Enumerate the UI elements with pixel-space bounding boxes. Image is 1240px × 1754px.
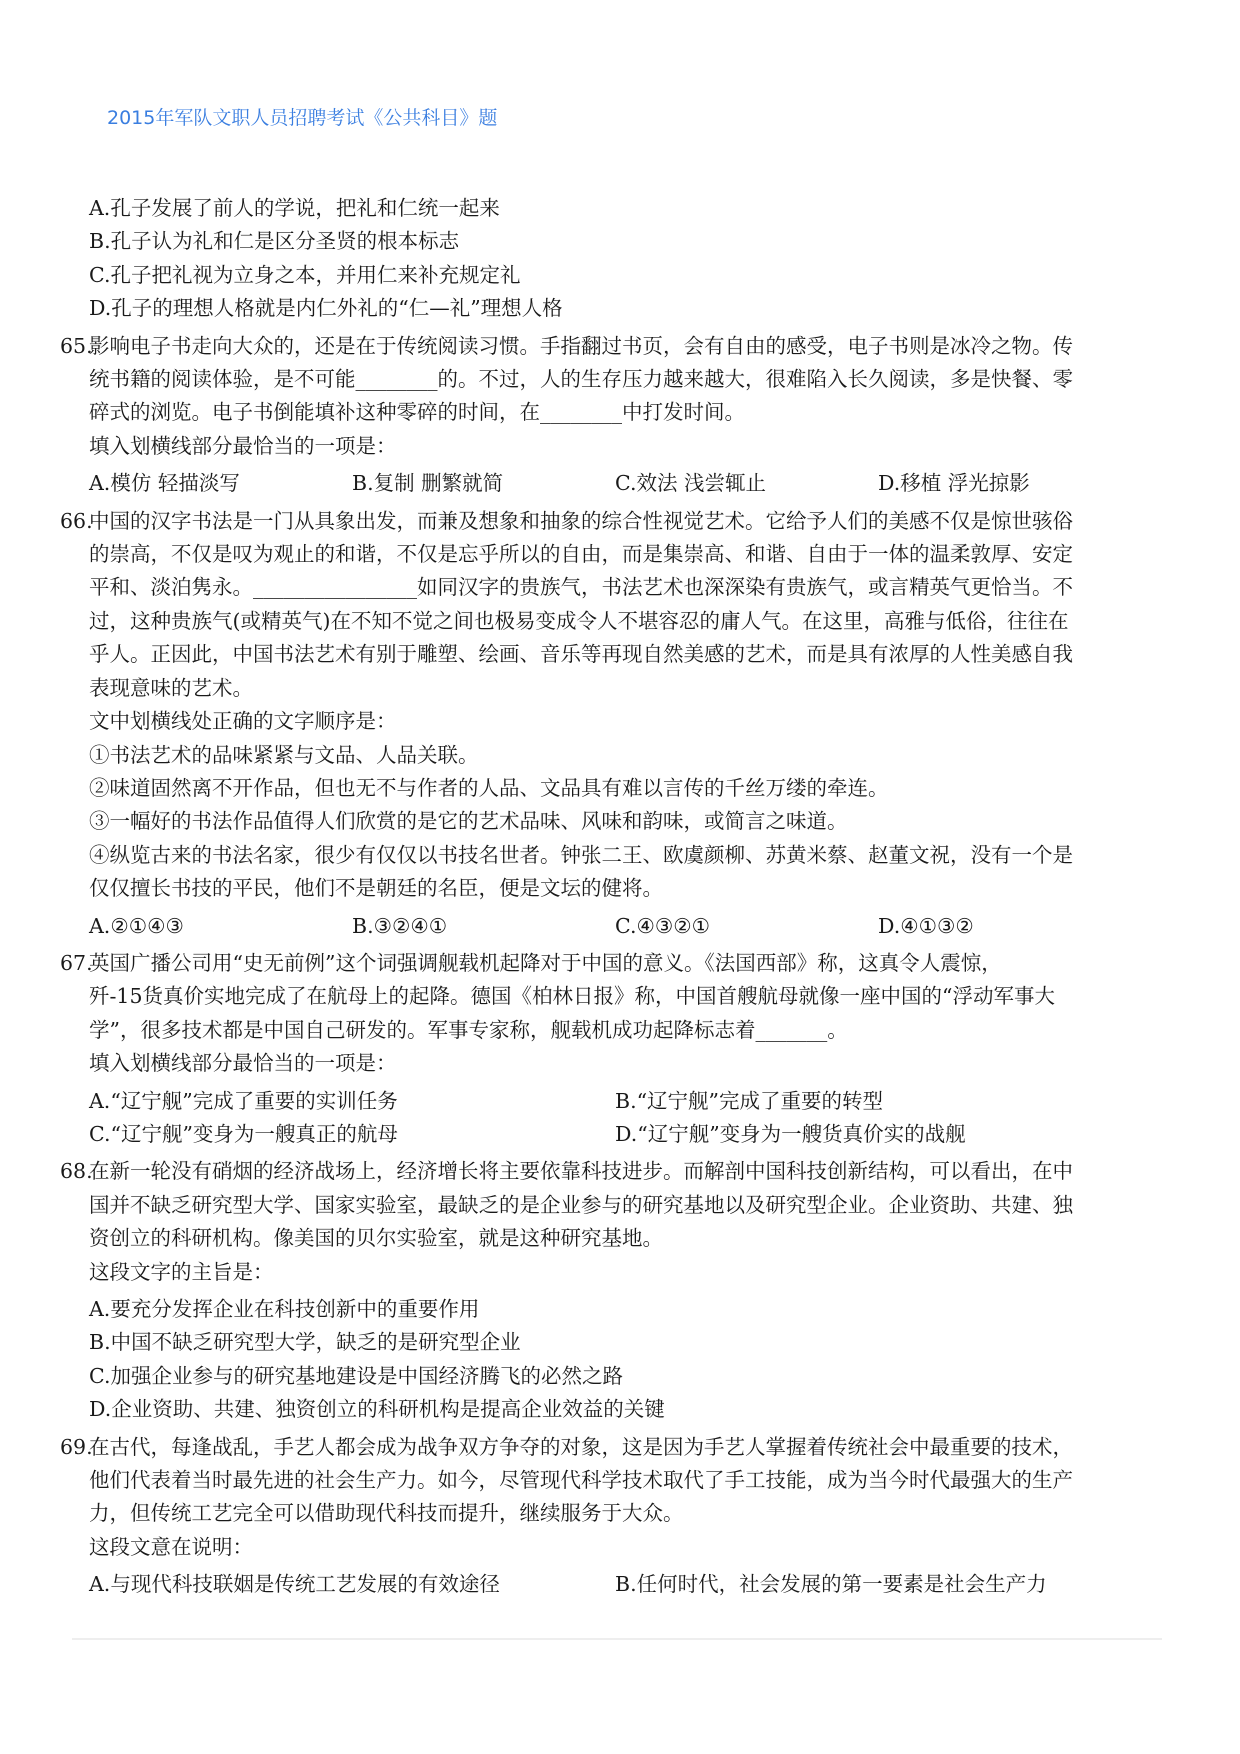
question-text-line: 在新一轮没有硝烟的经济战场上，经济增长将主要依靠科技进步。而解剖中国科技创新结构，可以看出，在中 bbox=[89, 1159, 1073, 1184]
question-text-line: 中国的汉字书法是一门从具象出发，而兼及想象和抽象的综合性视觉艺术。它给予人们的美感不仅是惊世骇俗 bbox=[89, 508, 1073, 533]
question-text-line: 资创立的科研机构。像美国的贝尔实验室，就是这种研究基地。 bbox=[89, 1226, 663, 1251]
option-b: B.③②④① bbox=[352, 913, 448, 938]
option-c: C.效法 浅尝辄止 bbox=[615, 471, 766, 496]
question-prompt: 文中划横线处正确的文字顺序是： bbox=[89, 709, 397, 734]
question-67-options bbox=[60, 1085, 1160, 1152]
option-d: D.“辽宁舰”变身为一艘货真价实的战舰 bbox=[615, 1121, 966, 1146]
option-a: A.②①④③ bbox=[89, 913, 184, 938]
q64-options bbox=[60, 192, 1160, 326]
question-text-line: 他们代表着当时最先进的社会生产力。如今，尽管现代科学技术取代了手工技能，成为当今时代最强大的生产 bbox=[89, 1468, 1073, 1493]
question-66 bbox=[60, 505, 1160, 906]
question-text-line: 英国广播公司用“史无前例”这个词强调舰载机起降对于中国的意义。《法国西部》称，这真令人震惊， bbox=[89, 950, 1002, 975]
exam-content bbox=[60, 188, 1160, 1606]
option-a: A.模仿 轻描淡写 bbox=[89, 471, 240, 496]
option-a: A.与现代科技联姻是传统工艺发展的有效途径 bbox=[89, 1572, 500, 1597]
statement-4-cont: 仅仅擅长书技的平民，他们不是朝廷的名臣，便是文坛的健将。 bbox=[89, 876, 663, 901]
option-b: B.中国不缺乏研究型大学，缺乏的是研究型企业 bbox=[89, 1330, 521, 1355]
question-66-options bbox=[60, 910, 1160, 943]
question-text-line: 碎式的浏览。电子书倒能填补这种零碎的时间，在________中打发时间。 bbox=[89, 400, 745, 425]
question-prompt: 填入划横线部分最恰当的一项是： bbox=[89, 1051, 397, 1076]
statement-4: ④纵览古来的书法名家，很少有仅仅以书技名世者。钟张二王、欧虞颜柳、苏黄米蔡、赵董文祝，没有一个是 bbox=[89, 842, 1073, 867]
q64-option-c: C.孔子把礼视为立身之本，并用仁来补充规定礼 bbox=[89, 262, 521, 287]
question-number: 66. bbox=[60, 508, 93, 533]
question-prompt: 这段文字的主旨是： bbox=[89, 1259, 274, 1284]
q64-option-b: B.孔子认为礼和仁是区分圣贤的根本标志 bbox=[89, 229, 460, 254]
option-b: B.任何时代，社会发展的第一要素是社会生产力 bbox=[615, 1572, 1047, 1597]
question-number: 69. bbox=[60, 1434, 93, 1459]
question-text-line: 过，这种贵族气(或精英气)在不知不觉之间也极易变成令人不堪容忍的庸人气。在这里，高雅与低俗，往往在 bbox=[89, 608, 1069, 633]
question-prompt: 这段文意在说明： bbox=[89, 1534, 253, 1559]
q64-option-d: D.孔子的理想人格就是内仁外礼的“仁—礼”理想人格 bbox=[89, 296, 563, 321]
statement-2: ②味道固然离不开作品，但也无不与作者的人品、文品具有难以言传的千丝万缕的牵连。 bbox=[89, 775, 889, 800]
question-67 bbox=[60, 947, 1160, 1081]
statement-3: ③一幅好的书法作品值得人们欣赏的是它的艺术品味、风味和韵味，或简言之味道。 bbox=[89, 809, 848, 834]
page-bottom-divider bbox=[72, 1638, 1162, 1640]
question-text-line: 影响电子书走向大众的，还是在于传统阅读习惯。手指翻过书页，会有自由的感受，电子书则是冰冷之物。传 bbox=[89, 333, 1073, 358]
question-number: 68. bbox=[60, 1159, 93, 1184]
question-text-line: 表现意味的艺术。 bbox=[89, 675, 253, 700]
option-d: D.企业资助、共建、独资创立的科研机构是提高企业效益的关键 bbox=[89, 1397, 665, 1422]
question-65 bbox=[60, 330, 1160, 464]
question-text-line: 在古代，每逢战乱，手艺人都会成为战争双方争夺的对象，这是因为手艺人掌握着传统社会中最重要的技术， bbox=[89, 1434, 1073, 1459]
statement-1: ①书法艺术的品味紧紧与文品、人品关联。 bbox=[89, 742, 479, 767]
question-text-line: 统书籍的阅读体验，是不可能________的。不过，人的生存压力越来越大，很难陷入长久阅读，多是快餐、零 bbox=[89, 367, 1073, 392]
question-text-line: 的崇高，不仅是叹为观止的和谐，不仅是忘乎所以的自由，而是集崇高、和谐、自由于一体的温柔敦厚、安定 bbox=[89, 542, 1073, 567]
q64-option-a: A.孔子发展了前人的学说，把礼和仁统一起来 bbox=[89, 196, 500, 220]
option-d: D.移植 浮光掠影 bbox=[878, 471, 1030, 496]
option-d: D.④①③② bbox=[878, 913, 974, 938]
option-a: A.要充分发挥企业在科技创新中的重要作用 bbox=[89, 1297, 480, 1321]
option-c: C.“辽宁舰”变身为一艘真正的航母 bbox=[89, 1121, 398, 1146]
question-68 bbox=[60, 1155, 1160, 1289]
question-text-line: 乎人。正因此，中国书法艺术有别于雕塑、绘画、音乐等再现自然美感的艺术，而是具有浓厚的人性美感自我 bbox=[89, 642, 1073, 667]
question-prompt: 填入划横线部分最恰当的一项是： bbox=[89, 433, 397, 458]
question-65-options bbox=[60, 467, 1160, 500]
question-68-options bbox=[60, 1293, 1160, 1427]
option-c: C.加强企业参与的研究基地建设是中国经济腾飞的必然之路 bbox=[89, 1363, 623, 1388]
option-a: A.“辽宁舰”完成了重要的实训任务 bbox=[89, 1088, 398, 1113]
question-number: 67. bbox=[60, 950, 93, 975]
question-text-line: 平和、淡泊隽永。________________如同汉字的贵族气，书法艺术也深深染有贵族气，或言精英气更恰当。不 bbox=[89, 575, 1073, 600]
question-text-line: 国并不缺乏研究型大学、国家实验室，最缺乏的是企业参与的研究基地以及研究型企业。企业资助、共建、独 bbox=[89, 1192, 1073, 1217]
question-text-line: 力，但传统工艺完全可以借助现代科技而提升，继续服务于大众。 bbox=[89, 1501, 684, 1526]
question-69-options bbox=[60, 1568, 1160, 1601]
document-header-title: 2015年军队文职人员招聘考试《公共科目》题 bbox=[107, 107, 498, 129]
question-number: 65. bbox=[60, 333, 93, 358]
question-text-line: 歼-15货真价实地完成了在航母上的起降。德国《柏林日报》称，中国首艘航母就像一座中国的“浮动军事大 bbox=[89, 984, 1055, 1009]
question-69 bbox=[60, 1431, 1160, 1565]
option-c: C.④③②① bbox=[615, 913, 710, 938]
option-b: B.复制 删繁就简 bbox=[352, 471, 504, 496]
option-b: B.“辽宁舰”完成了重要的转型 bbox=[615, 1088, 884, 1113]
question-text-line: 学”，很多技术都是中国自己研发的。军事专家称，舰载机成功起降标志着_______。 bbox=[89, 1017, 848, 1042]
